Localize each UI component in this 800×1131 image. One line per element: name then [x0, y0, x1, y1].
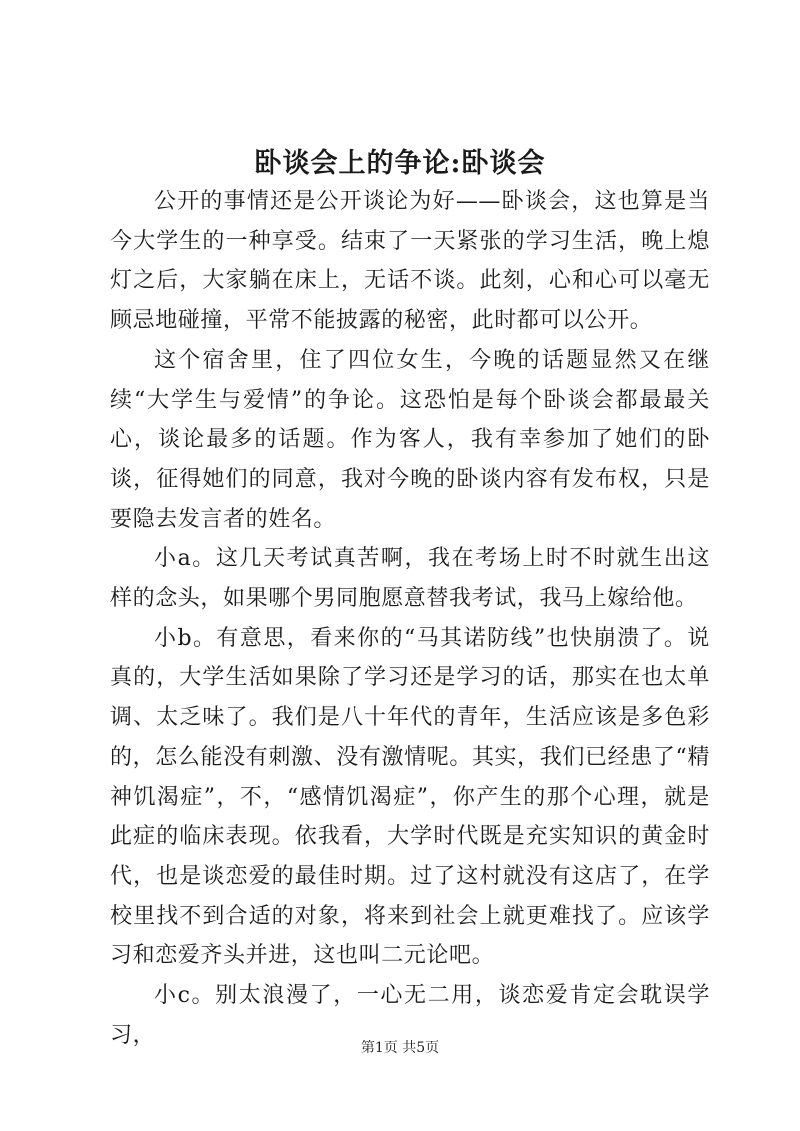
- paragraph: 这个宿舍里，住了四位女生，今晚的话题显然又在继续“大学生与爱情”的争论。这恐怕是每个卧谈会都最最关心，谈论最多的话题。作为客人，我有幸参加了她们的卧谈，征得她们的同意，我对今晚的卧谈内容有发布权，只是要隐去发言者的姓名。: [110, 347, 710, 532]
- paragraph: 小a。这几天考试真苦啊，我在考场上时不时就生出这样的念头，如果哪个男同胞愿意替我考试，我马上嫁给他。: [110, 546, 710, 612]
- document-body: [110, 182, 710, 1055]
- document-title: 卧谈会上的争论:卧谈会: [254, 148, 546, 179]
- paragraph: 小c。别太浪漫了，一心无二用，谈恋爱肯定会耽误学习，: [110, 983, 710, 1048]
- page-footer: 第1页 共5页: [360, 1040, 440, 1056]
- paragraph: 小b。有意思，看来你的“马其诺防线”也快崩溃了。说真的，大学生活如果除了学习还是学习的话，那实在也太单调、太乏味了。我们是八十年代的青年，生活应该是多色彩的，怎么能没有刺激、没有激情呢。其实，我们已经患了“精神饥渴症”，不，“感情饥渴症”，你产生的那个心理，就是此症的临床表现。依我看，大学时代既是充实知识的黄金时代，也是谈恋爱的最佳时期。过了这村就没有这店了，在学校里找不到合适的对象，将来到社会上就更难找了。应该学习和恋爱齐头并进，这也叫二元论吧。: [110, 625, 710, 969]
- paragraph: 公开的事情还是公开谈论为好——卧谈会，这也算是当今大学生的一种享受。结束了一天紧张的学习生活，晚上熄灯之后，大家躺在床上，无话不谈。此刻，心和心可以毫无顾忌地碰撞，平常不能披露的秘密，此时都可以公开。: [110, 189, 710, 334]
